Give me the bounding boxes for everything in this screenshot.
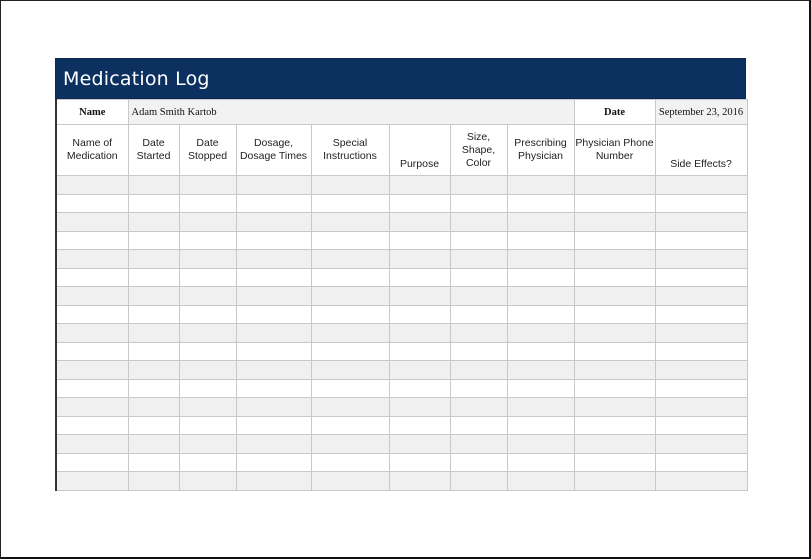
medication-log-sheet bbox=[55, 58, 746, 491]
log-cell[interactable] bbox=[507, 361, 574, 380]
log-cell[interactable] bbox=[179, 453, 236, 472]
log-cell[interactable] bbox=[655, 213, 747, 232]
log-cell[interactable] bbox=[236, 361, 311, 380]
log-cell[interactable] bbox=[574, 379, 655, 398]
log-cell[interactable] bbox=[507, 268, 574, 287]
log-cell[interactable] bbox=[389, 472, 450, 491]
log-cell[interactable] bbox=[450, 435, 507, 454]
log-cell[interactable] bbox=[655, 361, 747, 380]
log-cell[interactable] bbox=[179, 435, 236, 454]
col-header-medication: Name of Medication bbox=[56, 125, 128, 176]
log-cell[interactable] bbox=[56, 287, 128, 306]
log-cell[interactable] bbox=[389, 342, 450, 361]
log-cell[interactable] bbox=[179, 287, 236, 306]
log-cell[interactable] bbox=[574, 398, 655, 417]
log-cell[interactable] bbox=[236, 305, 311, 324]
log-cell[interactable] bbox=[311, 435, 389, 454]
date-label: Date bbox=[574, 100, 655, 125]
col-header-side-effects: Side Effects? bbox=[655, 125, 747, 176]
col-header-date-started: Date Started bbox=[128, 125, 179, 176]
table-row bbox=[56, 194, 747, 213]
log-cell[interactable] bbox=[450, 379, 507, 398]
log-cell[interactable] bbox=[311, 268, 389, 287]
log-cell[interactable] bbox=[389, 361, 450, 380]
log-cell[interactable] bbox=[56, 250, 128, 269]
log-cell[interactable] bbox=[655, 231, 747, 250]
log-cell[interactable] bbox=[128, 379, 179, 398]
log-cell[interactable] bbox=[179, 472, 236, 491]
log-cell[interactable] bbox=[574, 416, 655, 435]
log-cell[interactable] bbox=[655, 416, 747, 435]
log-cell[interactable] bbox=[574, 176, 655, 195]
log-cell[interactable] bbox=[389, 379, 450, 398]
table-row bbox=[56, 342, 747, 361]
log-cell[interactable] bbox=[450, 268, 507, 287]
log-cell[interactable] bbox=[236, 342, 311, 361]
log-cell[interactable] bbox=[179, 361, 236, 380]
log-cell[interactable] bbox=[311, 250, 389, 269]
log-cell[interactable] bbox=[450, 305, 507, 324]
log-cell[interactable] bbox=[179, 416, 236, 435]
table-row bbox=[56, 361, 747, 380]
log-cell[interactable] bbox=[389, 398, 450, 417]
log-cell[interactable] bbox=[389, 416, 450, 435]
log-cell[interactable] bbox=[56, 435, 128, 454]
log-cell[interactable] bbox=[128, 305, 179, 324]
table-row bbox=[56, 324, 747, 343]
log-cell[interactable] bbox=[574, 435, 655, 454]
log-cell[interactable] bbox=[507, 416, 574, 435]
log-cell[interactable] bbox=[236, 379, 311, 398]
log-cell[interactable] bbox=[128, 250, 179, 269]
log-cell[interactable] bbox=[56, 453, 128, 472]
log-cell[interactable] bbox=[574, 268, 655, 287]
log-cell[interactable] bbox=[507, 398, 574, 417]
log-cell[interactable] bbox=[311, 305, 389, 324]
log-cell[interactable] bbox=[574, 361, 655, 380]
log-cell[interactable] bbox=[236, 213, 311, 232]
log-cell[interactable] bbox=[128, 194, 179, 213]
log-cell[interactable] bbox=[507, 176, 574, 195]
log-cell[interactable] bbox=[574, 305, 655, 324]
log-cell[interactable] bbox=[311, 398, 389, 417]
log-cell[interactable] bbox=[450, 176, 507, 195]
log-cell[interactable] bbox=[450, 213, 507, 232]
log-cell[interactable] bbox=[450, 342, 507, 361]
log-cell[interactable] bbox=[311, 231, 389, 250]
log-cell[interactable] bbox=[128, 176, 179, 195]
log-cell[interactable] bbox=[507, 379, 574, 398]
log-cell[interactable] bbox=[236, 250, 311, 269]
log-cell[interactable] bbox=[389, 194, 450, 213]
log-cell[interactable] bbox=[574, 324, 655, 343]
table-row bbox=[56, 435, 747, 454]
col-header-instructions: Special Instructions bbox=[311, 125, 389, 176]
log-rows bbox=[56, 176, 747, 491]
log-cell[interactable] bbox=[450, 194, 507, 213]
log-cell[interactable] bbox=[655, 324, 747, 343]
log-cell[interactable] bbox=[450, 453, 507, 472]
log-cell[interactable] bbox=[236, 453, 311, 472]
log-cell[interactable] bbox=[389, 305, 450, 324]
log-cell[interactable] bbox=[389, 453, 450, 472]
log-cell[interactable] bbox=[236, 231, 311, 250]
log-cell[interactable] bbox=[450, 416, 507, 435]
log-cell[interactable] bbox=[507, 213, 574, 232]
log-cell[interactable] bbox=[507, 324, 574, 343]
log-cell[interactable] bbox=[179, 398, 236, 417]
log-cell[interactable] bbox=[574, 472, 655, 491]
log-cell[interactable] bbox=[311, 324, 389, 343]
log-cell[interactable] bbox=[311, 453, 389, 472]
log-cell[interactable] bbox=[450, 250, 507, 269]
log-cell[interactable] bbox=[507, 250, 574, 269]
log-cell[interactable] bbox=[574, 231, 655, 250]
col-header-prescribing-physician: Prescribing Physician bbox=[507, 125, 574, 176]
log-cell[interactable] bbox=[450, 231, 507, 250]
log-cell[interactable] bbox=[56, 213, 128, 232]
log-cell[interactable] bbox=[128, 342, 179, 361]
log-cell[interactable] bbox=[56, 176, 128, 195]
log-cell[interactable] bbox=[389, 268, 450, 287]
column-header-row bbox=[56, 125, 747, 176]
table-row bbox=[56, 379, 747, 398]
log-cell[interactable] bbox=[56, 472, 128, 491]
log-cell[interactable] bbox=[179, 342, 236, 361]
log-cell[interactable] bbox=[574, 213, 655, 232]
log-cell[interactable] bbox=[179, 268, 236, 287]
table-row bbox=[56, 231, 747, 250]
log-cell[interactable] bbox=[128, 231, 179, 250]
table-row bbox=[56, 472, 747, 491]
col-header-physician-phone: Physician Phone Number bbox=[574, 125, 655, 176]
log-cell[interactable] bbox=[56, 324, 128, 343]
log-cell[interactable] bbox=[655, 398, 747, 417]
col-header-date-stopped: Date Stopped bbox=[179, 125, 236, 176]
log-cell[interactable] bbox=[450, 287, 507, 306]
log-cell[interactable] bbox=[128, 287, 179, 306]
info-row bbox=[56, 100, 747, 125]
log-cell[interactable] bbox=[179, 194, 236, 213]
log-cell[interactable] bbox=[655, 472, 747, 491]
table-row bbox=[56, 268, 747, 287]
log-cell[interactable] bbox=[655, 453, 747, 472]
table-row bbox=[56, 213, 747, 232]
log-cell[interactable] bbox=[179, 305, 236, 324]
table-row bbox=[56, 250, 747, 269]
log-cell[interactable] bbox=[311, 342, 389, 361]
name-field[interactable]: Adam Smith Kartob bbox=[128, 100, 574, 125]
log-cell[interactable] bbox=[128, 324, 179, 343]
log-cell[interactable] bbox=[574, 250, 655, 269]
log-cell[interactable] bbox=[236, 416, 311, 435]
log-cell[interactable] bbox=[56, 379, 128, 398]
sheet-title: Medication Log bbox=[55, 58, 746, 99]
log-cell[interactable] bbox=[56, 361, 128, 380]
date-field[interactable]: September 23, 2016 bbox=[655, 100, 747, 125]
medication-table bbox=[55, 99, 748, 491]
table-row bbox=[56, 416, 747, 435]
log-cell[interactable] bbox=[450, 324, 507, 343]
log-cell[interactable] bbox=[179, 250, 236, 269]
log-cell[interactable] bbox=[655, 435, 747, 454]
log-cell[interactable] bbox=[655, 379, 747, 398]
log-cell[interactable] bbox=[56, 268, 128, 287]
log-cell[interactable] bbox=[128, 472, 179, 491]
log-cell[interactable] bbox=[236, 472, 311, 491]
log-cell[interactable] bbox=[128, 453, 179, 472]
log-cell[interactable] bbox=[507, 194, 574, 213]
log-cell[interactable] bbox=[236, 287, 311, 306]
log-cell[interactable] bbox=[236, 268, 311, 287]
log-cell[interactable] bbox=[179, 213, 236, 232]
log-cell[interactable] bbox=[56, 398, 128, 417]
log-cell[interactable] bbox=[389, 287, 450, 306]
log-cell[interactable] bbox=[236, 194, 311, 213]
log-cell[interactable] bbox=[56, 194, 128, 213]
log-cell[interactable] bbox=[389, 324, 450, 343]
log-cell[interactable] bbox=[574, 453, 655, 472]
log-cell[interactable] bbox=[655, 287, 747, 306]
log-cell[interactable] bbox=[179, 176, 236, 195]
log-cell[interactable] bbox=[507, 472, 574, 491]
log-cell[interactable] bbox=[574, 342, 655, 361]
log-cell[interactable] bbox=[574, 287, 655, 306]
log-cell[interactable] bbox=[236, 324, 311, 343]
log-cell[interactable] bbox=[389, 176, 450, 195]
log-cell[interactable] bbox=[655, 342, 747, 361]
log-cell[interactable] bbox=[128, 435, 179, 454]
log-cell[interactable] bbox=[128, 416, 179, 435]
log-cell[interactable] bbox=[236, 176, 311, 195]
log-cell[interactable] bbox=[311, 416, 389, 435]
log-cell[interactable] bbox=[574, 194, 655, 213]
log-cell[interactable] bbox=[56, 342, 128, 361]
log-cell[interactable] bbox=[389, 435, 450, 454]
log-cell[interactable] bbox=[236, 398, 311, 417]
log-cell[interactable] bbox=[655, 250, 747, 269]
log-cell[interactable] bbox=[507, 287, 574, 306]
col-header-purpose: Purpose bbox=[389, 125, 450, 176]
log-cell[interactable] bbox=[311, 213, 389, 232]
table-row bbox=[56, 287, 747, 306]
log-cell[interactable] bbox=[56, 231, 128, 250]
log-cell[interactable] bbox=[450, 361, 507, 380]
log-cell[interactable] bbox=[389, 231, 450, 250]
name-label: Name bbox=[56, 100, 128, 125]
log-cell[interactable] bbox=[128, 213, 179, 232]
log-cell[interactable] bbox=[311, 361, 389, 380]
log-cell[interactable] bbox=[389, 213, 450, 232]
log-cell[interactable] bbox=[507, 231, 574, 250]
log-cell[interactable] bbox=[236, 435, 311, 454]
log-cell[interactable] bbox=[179, 324, 236, 343]
log-cell[interactable] bbox=[311, 176, 389, 195]
log-cell[interactable] bbox=[179, 379, 236, 398]
log-cell[interactable] bbox=[507, 305, 574, 324]
log-cell[interactable] bbox=[450, 472, 507, 491]
col-header-dosage: Dosage, Dosage Times bbox=[236, 125, 311, 176]
log-cell[interactable] bbox=[128, 398, 179, 417]
log-cell[interactable] bbox=[389, 250, 450, 269]
table-row bbox=[56, 398, 747, 417]
log-cell[interactable] bbox=[56, 305, 128, 324]
log-cell[interactable] bbox=[507, 453, 574, 472]
table-row bbox=[56, 176, 747, 195]
table-row bbox=[56, 305, 747, 324]
log-cell[interactable] bbox=[311, 472, 389, 491]
log-cell[interactable] bbox=[507, 342, 574, 361]
log-cell[interactable] bbox=[179, 231, 236, 250]
log-cell[interactable] bbox=[507, 435, 574, 454]
log-cell[interactable] bbox=[655, 176, 747, 195]
log-cell[interactable] bbox=[128, 268, 179, 287]
log-cell[interactable] bbox=[311, 379, 389, 398]
log-cell[interactable] bbox=[311, 194, 389, 213]
log-cell[interactable] bbox=[655, 194, 747, 213]
table-row bbox=[56, 453, 747, 472]
log-cell[interactable] bbox=[655, 268, 747, 287]
log-cell[interactable] bbox=[128, 361, 179, 380]
log-cell[interactable] bbox=[56, 416, 128, 435]
log-cell[interactable] bbox=[450, 398, 507, 417]
log-cell[interactable] bbox=[311, 287, 389, 306]
log-cell[interactable] bbox=[655, 305, 747, 324]
col-header-size-shape-color: Size, Shape, Color bbox=[450, 125, 507, 176]
